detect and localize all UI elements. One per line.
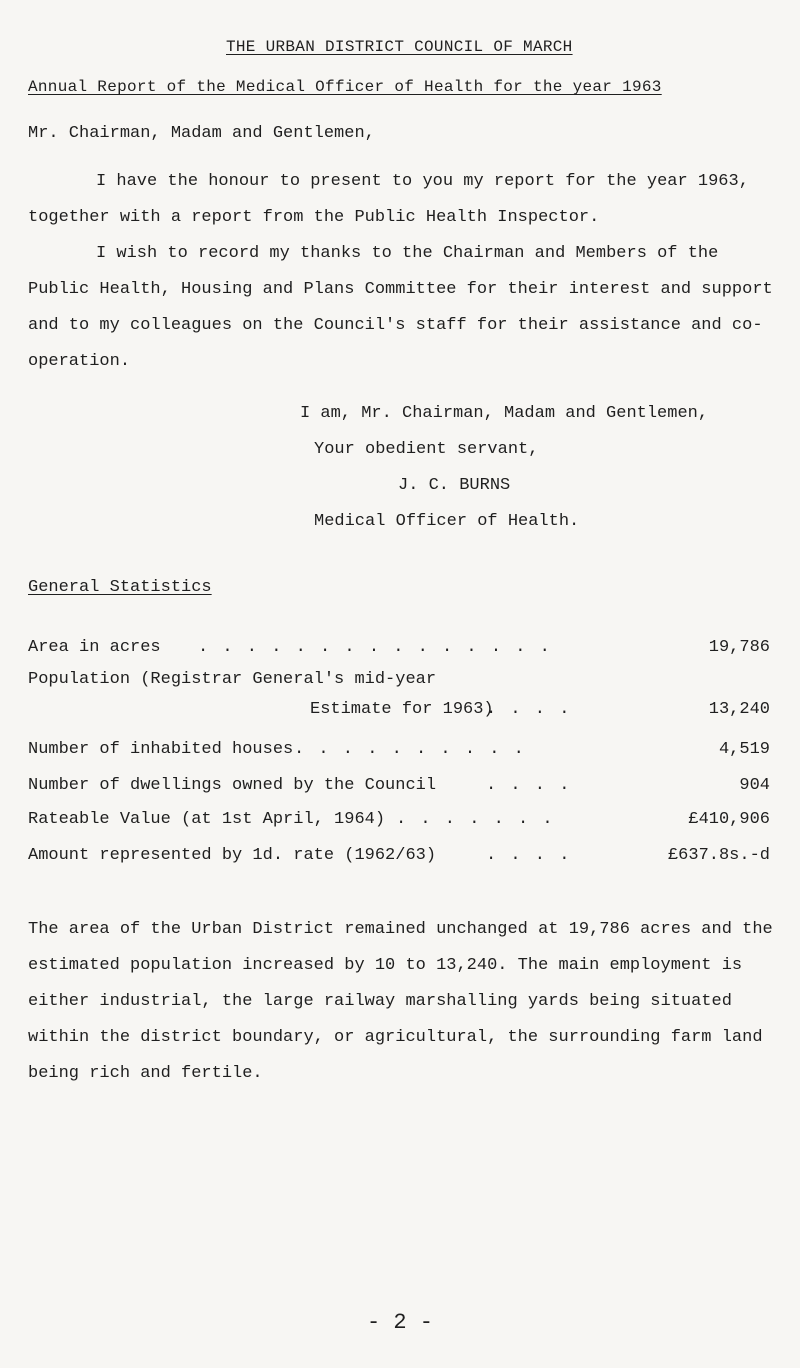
letter-paragraph-2: I wish to record my thanks to the Chairman and Members of the Public Health, Housing and Plans Committee for their interest and support and to my colleagues on the Council's staff for their assistance and co-operation. (28, 244, 773, 371)
stat-row-population (28, 670, 770, 736)
stat-value: 13,240 (708, 700, 770, 719)
salutation: Mr. Chairman, Madam and Gentlemen, (28, 124, 375, 143)
signatory-title: Medical Officer of Health. (314, 512, 580, 531)
closing-line: I am, Mr. Chairman, Madam and Gentlemen, (300, 404, 709, 423)
stat-label: Amount represented by 1d. rate (1962/63) (28, 846, 437, 865)
stat-value: 19,786 (708, 638, 770, 657)
stat-label: Number of inhabited houses (28, 740, 294, 759)
stat-value: 904 (739, 776, 770, 795)
stat-label-continued: Estimate for 1963) (310, 700, 494, 719)
signatory-name: J. C. BURNS (398, 476, 511, 495)
stat-value: 4,519 (718, 740, 770, 759)
stat-dots: . . . . . . . . . . (294, 740, 526, 759)
valediction: Your obedient servant, (314, 440, 539, 459)
stat-dots: . . . . . . . . . . . . . . . (198, 638, 552, 657)
stat-dots: . . . . (486, 776, 572, 795)
report-title: Annual Report of the Medical Officer of Health for the year 1963 (28, 78, 662, 96)
stat-value: £410,906 (688, 810, 770, 829)
summary-paragraph: The area of the Urban District remained unchanged at 19,786 acres and the estimated population increased by 10 to 13,240. The main employment is either industrial, the large railway marshalling yards being situated within the district boundary, or agricultural, the surrounding farm land being rich and fertile. (28, 920, 773, 1083)
stat-dots: . . . . (486, 700, 572, 719)
stat-dots: . . . . (486, 846, 572, 865)
stat-dots: . . . . . . . (396, 810, 555, 829)
letter-paragraph-1: I have the honour to present to you my report for the year 1963, together with a report from the Public Health Inspector. (28, 172, 749, 227)
stat-label: Population (Registrar General's mid-year (28, 670, 437, 689)
statistics-heading: General Statistics (28, 578, 212, 597)
stat-value: £637.8s.-d (667, 846, 770, 865)
page-number: - 2 - (366, 1310, 433, 1335)
stat-row-council-dwellings (28, 776, 770, 810)
stat-label: Area in acres (28, 638, 161, 657)
council-title: THE URBAN DISTRICT COUNCIL OF MARCH (226, 38, 573, 56)
stat-label: Rateable Value (at 1st April, 1964) (28, 810, 386, 829)
stat-label: Number of dwellings owned by the Council (28, 776, 437, 795)
stat-row-penny-rate (28, 846, 770, 880)
stat-row-houses (28, 740, 770, 774)
stat-row-rateable-value (28, 810, 770, 844)
stat-row-area (28, 638, 770, 672)
